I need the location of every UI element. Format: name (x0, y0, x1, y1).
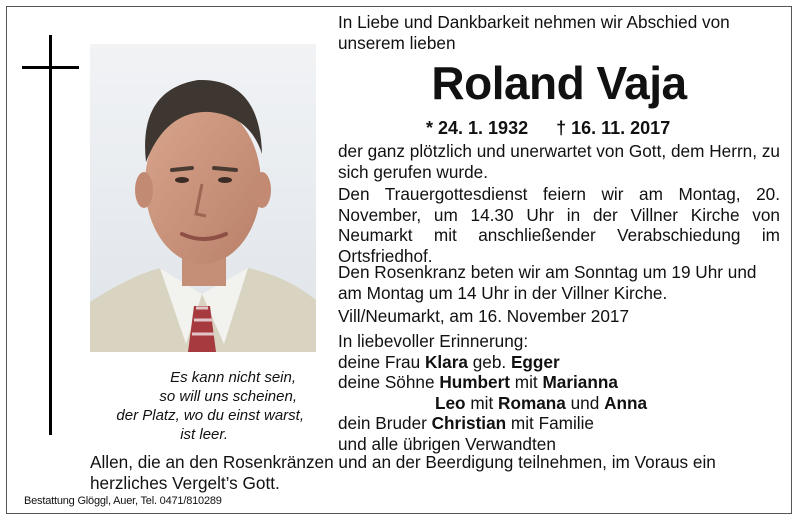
rosary-text: Den Rosenkranz beten wir am Sonntag um 19 Uhr und am Montag um 14 Uhr in der Villner Kirche. (338, 262, 757, 303)
undertaker-info: Bestattung Glöggl, Auer, Tel. 0471/810289 (24, 495, 222, 507)
thanks-text: Allen, die an den Rosenkränzen und an der Beerdigung teilnehmen, im Voraus ein herzliches Vergelt’s Gott. (90, 452, 716, 493)
remembrance-heading: In liebevoller Erinnerung: (338, 331, 529, 351)
family-sons-2: Leo mit Romana und Anna (435, 392, 648, 413)
place-date: Vill/Neumarkt, am 16. November 2017 (338, 306, 630, 326)
life-dates (426, 118, 670, 138)
intro-text: In Liebe und Dankbarkeit nehmen wir Abschied von unserem lieben (338, 12, 730, 53)
funeral-service-text: Den Trauergottesdienst feiern wir am Montag, 20. November, um 14.30 Uhr in der Villner Kirche von Neumarkt mit anschließender Verabschiedung im Ortsfriedhof. (338, 184, 780, 266)
poem-line: ist leer. (180, 426, 228, 443)
deceased-name: Roland Vaja (431, 57, 687, 109)
portrait-photo (90, 44, 316, 352)
family-sons: deine Söhne Humbert mit Marianna (338, 372, 618, 393)
poem-line: der Platz, wo du einst warst, (116, 407, 304, 424)
family-list (338, 331, 780, 455)
family-relatives: und alle übrigen Verwandten (338, 433, 556, 454)
poem (90, 368, 316, 444)
poem-line: Es kann nicht sein, (170, 369, 296, 386)
family-brother: dein Bruder Christian mit Familie (338, 413, 594, 434)
birth-date: * 24. 1. 1932 (426, 118, 529, 138)
death-date: † 16. 11. 2017 (556, 118, 671, 138)
sudden-death-text: der ganz plötzlich und unerwartet von Gott, dem Herrn, zu sich gerufen wurde. (338, 141, 780, 182)
family-wife: deine Frau Klara geb. Egger (338, 351, 560, 372)
poem-line: so will uns scheinen, (159, 388, 297, 405)
